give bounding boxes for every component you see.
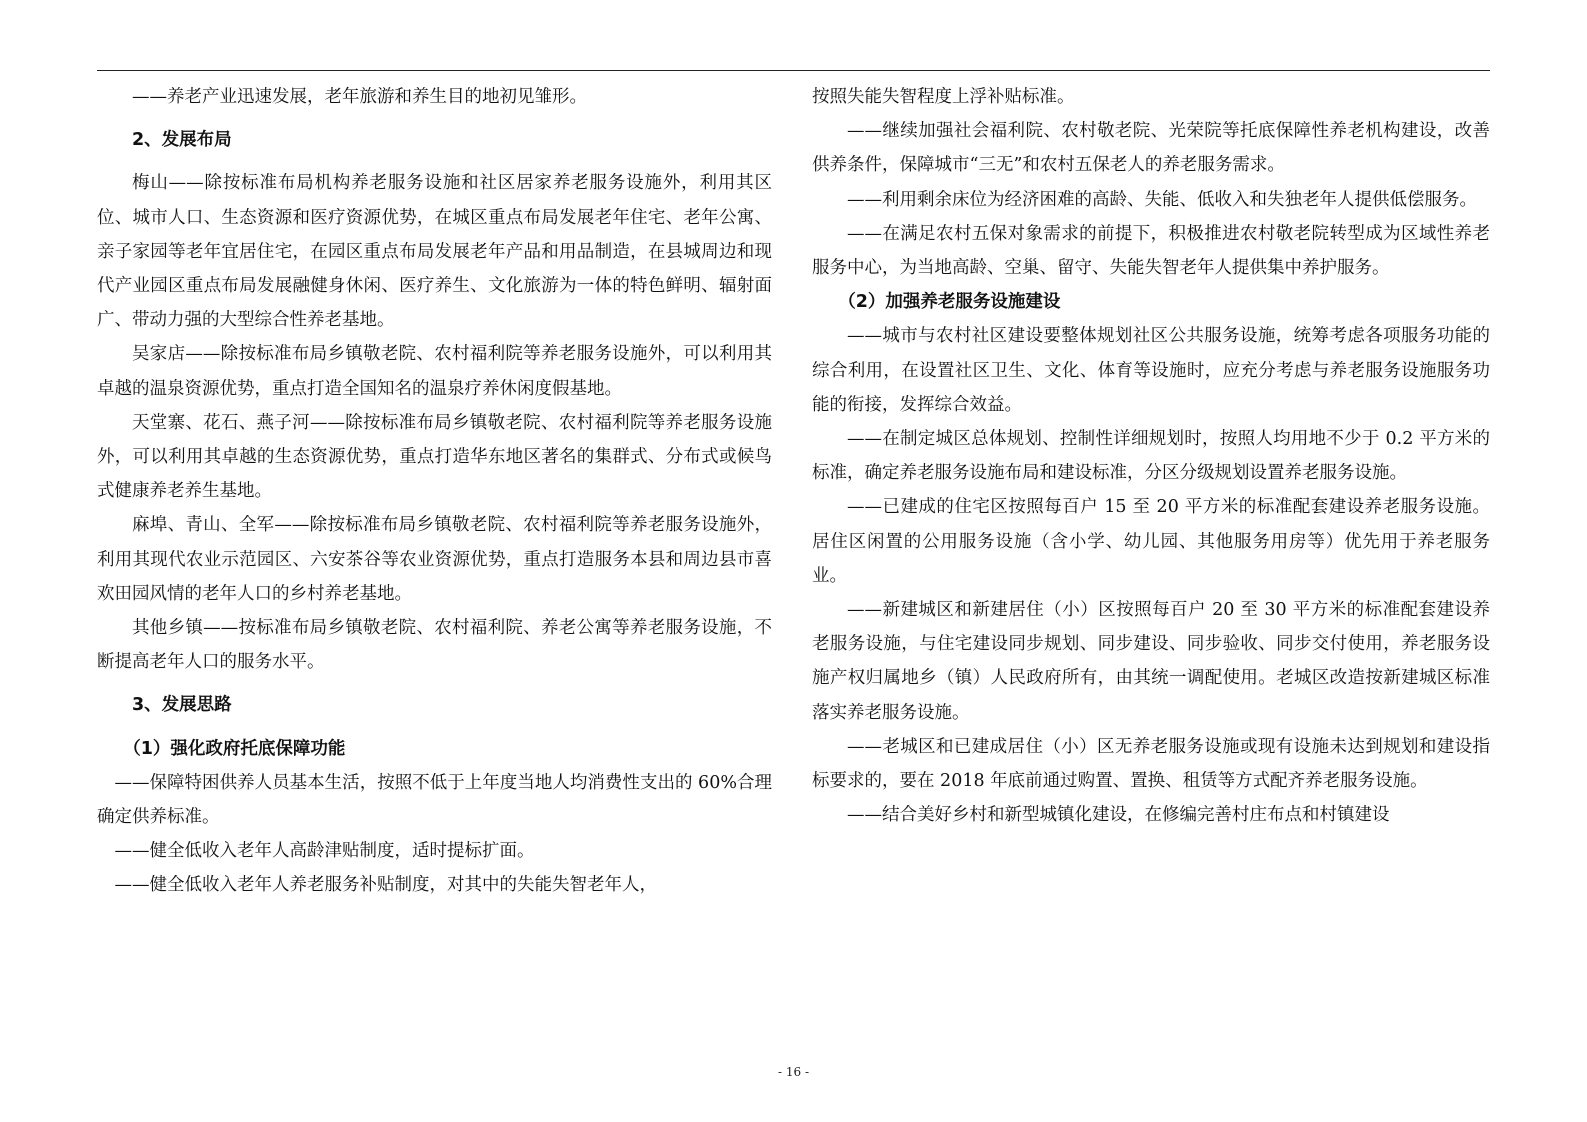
paragraph-meishan: 梅山——除按标准布局机构养老服务设施和社区居家养老服务设施外，利用其区位、城市人口、生态资源和医疗资源优势，在城区重点布局发展老年住宅、老年公寓、亲子家园等老年宜居住宅，在园区重点布局发展老年产品和用品制造，在县城周边和现代产业园区重点布局发展融健身休闲、医疗养生、文化旅游为一体的特色鲜明、辐射面广、带动力强的大型综合性养老基地。 [97, 173, 772, 331]
heading-facility-construction: （2）加强养老服务设施建设 [838, 292, 1061, 313]
paragraph-wujiadian: 吴家店——除按标准布局乡镇敬老院、农村福利院等养老服务设施外，可以利用其卓越的温泉资源优势，重点打造全国知名的温泉疗养休闲度假基地。 [97, 344, 772, 399]
heading-development-layout: 2、发展布局 [132, 130, 232, 151]
right-column [812, 80, 1490, 832]
paragraph-allowance: ——健全低收入老年人高龄津贴制度，适时提标扩面。 [114, 841, 535, 862]
left-column [97, 80, 772, 903]
paragraph-other-towns: 其他乡镇——按标准布局乡镇敬老院、农村福利院、养老公寓等养老服务设施，不断提高老年人口的服务水平。 [97, 618, 772, 673]
paragraph-industry: ——养老产业迅速发展，老年旅游和养生目的地初见雏形。 [132, 87, 587, 107]
heading-development-approach: 3、发展思路 [132, 695, 232, 716]
paragraph-subsidy: ——健全低收入老年人养老服务补贴制度，对其中的失能失智老年人， [114, 875, 657, 896]
paragraph-tiantangzhai: 天堂寨、花石、燕子河——除按标准布局乡镇敬老院、农村福利院等养老服务设施外，可以利用其卓越的生态资源优势，重点打造华东地区著名的集群式、分布式或候鸟式健康养老养生基地。 [97, 412, 772, 502]
paragraph-rural: ——结合美好乡村和新型城镇化建设，在修编完善村庄布点和村镇建设 [847, 805, 1390, 826]
paragraph-built-areas: ——已建成的住宅区按照每百户 15 至 20 平方米的标准配套建设养老服务设施。居住区闲置的公用服务设施（含小学、幼儿园、其他服务用房等）优先用于养老服务业。 [812, 497, 1490, 586]
page-number: - 16 - [777, 1065, 809, 1079]
header-rule [97, 70, 1490, 71]
paragraph-mabu: 麻埠、青山、全军——除按标准布局乡镇敬老院、农村福利院等养老服务设施外，利用其现代农业示范园区、六安茶谷等农业资源优势，重点打造服务本县和周边县市喜欢田园风情的老年人口的乡村养老基地。 [97, 515, 772, 604]
paragraph-planning: ——在制定城区总体规划、控制性详细规划时，按照人均用地不少于 0.2 平方米的标准，确定养老服务设施布局和建设标准，分区分级规划设置养老服务设施。 [812, 429, 1490, 484]
paragraph-spare-beds: ——利用剩余床位为经济困难的高龄、失能、低收入和失独老年人提供低偿服务。 [847, 189, 1477, 210]
paragraph-new-areas: ——新建城区和新建居住（小）区按照每百户 20 至 30 平方米的标准配套建设养老服务设施，与住宅建设同步规划、同步建设、同步验收、同步交付使用，养老服务设施产权归属地乡（镇）人民政府所有，由其统一调配使用。老城区改造按新建城区标准落实养老服务设施。 [812, 600, 1490, 723]
paragraph-old-areas: ——老城区和已建成居住（小）区无养老服务设施或现有设施未达到规划和建设指标要求的，要在 2018 年底前通过购置、置换、租赁等方式配齐养老服务设施。 [812, 736, 1490, 792]
paragraph-welfare-institutions: ——继续加强社会福利院、农村敬老院、光荣院等托底保障性养老机构建设，改善供养条件，保障城市“三无”和农村五保老人的养老服务需求。 [812, 121, 1490, 176]
paragraph-transform: ——在满足农村五保对象需求的前提下，积极推进农村敬老院转型成为区域性养老服务中心，为当地高龄、空巢、留守、失能失智老年人提供集中养护服务。 [812, 223, 1490, 279]
paragraph-basic-living: ——保障特困供养人员基本生活，按照不低于上年度当地人均消费性支出的 60%合理确定供养标准。 [97, 772, 772, 828]
paragraph-subsidy-continued: 按照失能失智程度上浮补贴标准。 [812, 87, 1075, 107]
paragraph-community: ——城市与农村社区建设要整体规划社区公共服务设施，统筹考虑各项服务功能的综合利用，在设置社区卫生、文化、体育等设施时，应充分考虑与养老服务设施服务功能的衔接，发挥综合效益。 [812, 326, 1490, 415]
heading-government-guarantee: （1）强化政府托底保障功能 [123, 738, 346, 759]
